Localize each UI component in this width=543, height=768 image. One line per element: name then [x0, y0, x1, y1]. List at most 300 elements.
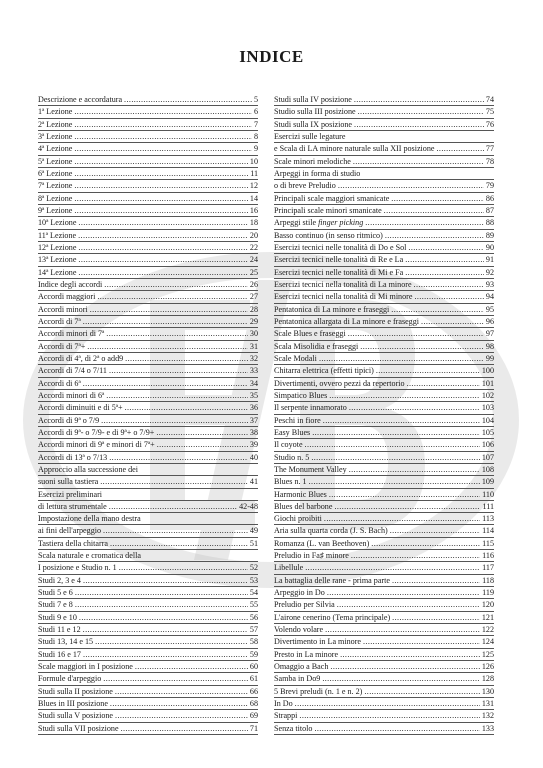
dot-leader	[104, 279, 248, 290]
entry-page-number: 53	[249, 575, 258, 585]
entry-title: Esercizi sulle legature	[274, 131, 346, 141]
entry-title: Blues n. 1	[274, 477, 307, 487]
entry-title: Scale Modali	[274, 353, 317, 363]
entry-title: Pentatonica di La minore e fraseggi	[274, 304, 390, 314]
entry-title: Studi 11 e 12	[38, 625, 81, 635]
entry-page-number: 74	[485, 95, 494, 104]
entry-title: Studio n. 5	[274, 452, 310, 462]
entry-title: Tastiera della chitarra	[38, 538, 108, 548]
entry-page-number: 60	[249, 662, 258, 672]
entry-title: Accordi di 9ª o 7/9	[38, 415, 100, 425]
entry-title: Studi 7 e 8	[38, 600, 73, 610]
entry-title: Studio sulla III posizione	[274, 107, 356, 117]
entry-page-number: 28	[249, 304, 258, 314]
index-entry	[274, 119, 494, 131]
entry-title: Studi sulla V posizione	[38, 711, 114, 721]
index-column-right	[274, 94, 494, 735]
index-entry	[38, 513, 258, 525]
index-entry	[38, 723, 258, 735]
dot-leader	[349, 464, 480, 475]
dot-leader	[75, 599, 248, 610]
index-entry	[274, 291, 494, 303]
entry-page-number: 51	[249, 538, 258, 548]
index-entry	[38, 168, 258, 180]
dot-leader	[79, 612, 248, 623]
dot-leader	[390, 525, 480, 536]
entry-page-number: 37	[249, 415, 258, 425]
entry-title: Esercizi tecnici nelle tonalità di Do e Sol	[274, 242, 407, 252]
index-entry	[274, 439, 494, 451]
dot-leader	[74, 106, 252, 117]
entry-page-number: 20	[249, 230, 258, 240]
index-entry	[274, 304, 494, 316]
entry-page-number: 116	[482, 551, 494, 561]
entry-page-number: 22	[249, 242, 258, 252]
index-entry	[274, 525, 494, 537]
index-entry	[274, 390, 494, 402]
entry-title: Accordi di 7/4 o 7/11	[38, 366, 107, 376]
entry-page-number: 131	[481, 699, 494, 709]
index-entry	[274, 624, 494, 636]
index-entry	[274, 328, 494, 340]
entry-page-number: 119	[482, 588, 494, 598]
entry-page-number: 94	[485, 292, 494, 302]
entry-title: Scale maggiori in I posizione	[38, 662, 133, 672]
index-entry	[38, 267, 258, 279]
entry-page-number: 9	[253, 144, 258, 154]
index-entry	[274, 316, 494, 328]
dot-leader	[338, 180, 484, 191]
dot-leader	[74, 131, 252, 142]
entry-page-number: 109	[481, 477, 494, 487]
dot-leader	[354, 119, 484, 130]
entry-page-number: 29	[249, 316, 258, 326]
entry-title: Preludio in Fa♯ minore	[274, 551, 349, 561]
entry-page-number: 61	[249, 674, 258, 684]
entry-title: 6ª Lezione	[38, 168, 73, 178]
entry-page-number: 110	[482, 489, 494, 499]
entry-title: Aria sulla quarta corda (J. S. Bach)	[274, 526, 388, 536]
index-entry	[274, 168, 494, 180]
dot-leader	[75, 587, 248, 598]
entry-page-number: 52	[249, 563, 258, 573]
entry-title: Approccio alla successione dei	[38, 464, 139, 474]
dot-leader	[376, 365, 480, 376]
index-entry	[274, 673, 494, 685]
dot-leader	[83, 378, 248, 389]
dot-leader	[421, 316, 484, 327]
entry-title: Accordi di 6ª	[38, 378, 81, 388]
entry-page-number: 121	[481, 612, 494, 622]
dot-leader	[329, 390, 480, 401]
entry-title: Impostazione della mano destra	[38, 514, 141, 524]
dot-leader	[124, 94, 252, 105]
index-entry	[274, 365, 494, 377]
entry-title: Senza titolo	[274, 723, 313, 733]
dot-leader	[348, 328, 484, 339]
dot-leader	[353, 156, 484, 167]
entry-title: Esercizi tecnici nella tonalità di La minore	[274, 279, 412, 289]
index-entry	[38, 291, 258, 303]
entry-page-number: 114	[482, 526, 494, 536]
entry-page-number: 24	[249, 255, 258, 265]
entry-page-number: 90	[485, 242, 494, 252]
entry-title: 13ª Lezione	[38, 255, 77, 265]
entry-title: Scale Blues e fraseggi	[274, 329, 346, 339]
dot-leader	[78, 242, 247, 253]
entry-title: 4ª Lezione	[38, 144, 73, 154]
dot-leader	[305, 439, 480, 450]
index-entry	[38, 575, 258, 587]
dot-leader	[358, 106, 484, 117]
entry-page-number: 100	[481, 366, 494, 376]
entry-title: Harmonic Blues	[274, 489, 327, 499]
dot-leader	[87, 341, 248, 352]
entry-title: L'airone cenerino (Tema principale)	[274, 612, 391, 622]
entry-page-number: 86	[485, 193, 494, 203]
entry-page-number: 132	[481, 711, 494, 721]
index-entry	[274, 427, 494, 439]
entry-page-number: 117	[482, 563, 494, 573]
dot-leader	[78, 230, 248, 241]
index-entry	[38, 587, 258, 599]
index-entry	[38, 180, 258, 192]
index-entry	[274, 649, 494, 661]
entry-page-number: 36	[249, 403, 258, 413]
dot-leader	[83, 316, 248, 327]
dot-leader	[384, 205, 484, 216]
entry-title: Scale minori melodiche	[274, 156, 351, 166]
entry-title: Accordi di 7ª+	[38, 341, 86, 351]
entry-title: Accordi di 4ª, di 2ª o add9	[38, 353, 124, 363]
dot-leader	[299, 710, 479, 721]
index-entry	[38, 624, 258, 636]
dot-leader	[83, 649, 248, 660]
dot-leader	[115, 686, 248, 697]
index-entry	[38, 254, 258, 266]
dot-leader	[311, 452, 480, 463]
index-entry	[274, 599, 494, 611]
dot-leader	[391, 304, 484, 315]
dot-leader	[392, 575, 480, 586]
entry-page-number: 49	[249, 526, 258, 536]
entry-page-number: 124	[481, 637, 494, 647]
entry-page-number: 58	[249, 637, 258, 647]
index-entry	[274, 550, 494, 562]
index-entry	[274, 143, 494, 155]
index-column-left	[38, 94, 258, 735]
index-entry	[38, 649, 258, 661]
index-entry	[274, 476, 494, 488]
dot-leader	[106, 328, 248, 339]
dot-leader	[391, 193, 484, 204]
entry-page-number: 125	[481, 649, 494, 659]
dot-leader	[337, 599, 480, 610]
entry-page-number: 128	[481, 674, 494, 684]
entry-title: 9ª Lezione	[38, 205, 73, 215]
entry-title: Descrizione e accordatura	[38, 95, 123, 104]
entry-title: Studi sulla VII posizione	[38, 723, 119, 733]
entry-page-number: 89	[485, 230, 494, 240]
dot-leader	[385, 230, 484, 241]
dot-leader	[74, 156, 248, 167]
dot-leader	[319, 353, 484, 364]
index-entry	[274, 254, 494, 266]
entry-title: Accordi minori di 6ª	[38, 390, 105, 400]
entry-title: 11ª Lezione	[38, 230, 77, 240]
entry-title: Presto in La minore	[274, 649, 339, 659]
entry-title: Volendo volare	[274, 625, 324, 635]
index-entry	[38, 501, 258, 513]
dot-leader	[74, 193, 248, 204]
dot-leader	[109, 365, 248, 376]
entry-page-number: 34	[249, 378, 258, 388]
entry-page-number: 87	[485, 205, 494, 215]
dot-leader	[109, 501, 237, 512]
entry-title: Esercizi tecnici nella tonalità di Mi minore	[274, 292, 413, 302]
dot-leader	[74, 119, 252, 130]
dot-leader	[78, 217, 247, 228]
dot-leader	[405, 254, 484, 265]
index-entry	[38, 143, 258, 155]
entry-title: Studi 5 e 6	[38, 588, 73, 598]
dot-leader	[125, 353, 248, 364]
entry-title: Studi 16 e 17	[38, 649, 81, 659]
index-entry	[274, 452, 494, 464]
dot-leader	[405, 267, 484, 278]
dot-leader	[305, 562, 480, 573]
dot-leader	[371, 538, 480, 549]
entry-page-number: 96	[485, 316, 494, 326]
index-entry	[274, 661, 494, 673]
dot-leader	[309, 476, 480, 487]
entry-title: Studi 9 e 10	[38, 612, 77, 622]
entry-page-number: 16	[249, 205, 258, 215]
entry-page-number: 35	[249, 390, 258, 400]
entry-title: Il coyote	[274, 440, 303, 450]
entry-page-number: 111	[482, 501, 494, 511]
entry-page-number: 79	[485, 181, 494, 191]
index-entry	[38, 686, 258, 698]
entry-page-number: 68	[249, 699, 258, 709]
dot-leader	[97, 291, 248, 302]
index-entry	[274, 267, 494, 279]
entry-page-number: 98	[485, 341, 494, 351]
entry-page-number: 75	[485, 107, 494, 117]
index-entry	[38, 402, 258, 414]
index-entry	[38, 538, 258, 550]
entry-title: Principali scale maggiori smanicate	[274, 193, 390, 203]
page-title: INDICE	[239, 47, 304, 66]
dot-leader	[109, 452, 248, 463]
entry-title: Blues in III posizione	[38, 699, 108, 709]
entry-title: Arpeggi in forma di studio	[274, 168, 361, 178]
entry-page-number: 12	[249, 181, 258, 191]
dot-leader	[324, 513, 480, 524]
dot-leader	[363, 636, 480, 647]
index-entry	[38, 230, 258, 242]
index-entry	[38, 279, 258, 291]
index-entry	[274, 402, 494, 414]
entry-page-number: 76	[485, 119, 494, 129]
entry-title: 14ª Lezione	[38, 267, 77, 277]
dot-leader	[101, 415, 248, 426]
dot-leader	[100, 476, 248, 487]
entry-page-number: 27	[249, 292, 258, 302]
entry-title: Scala naturale e cromatica della	[38, 551, 141, 561]
index-entry	[38, 673, 258, 685]
entry-page-number: 93	[485, 279, 494, 289]
entry-page-number: 25	[249, 267, 258, 277]
entry-page-number: 32	[249, 353, 258, 363]
index-entry	[38, 365, 258, 377]
index-entry	[38, 205, 258, 217]
entry-page-number: 104	[481, 415, 494, 425]
index-entry	[38, 106, 258, 118]
index-entry	[274, 106, 494, 118]
index-entry	[38, 636, 258, 648]
dot-leader	[322, 673, 480, 684]
dot-leader	[157, 439, 248, 450]
dot-leader	[83, 575, 248, 586]
entry-title: 5 Brevi preludi (n. 1 e n. 2)	[274, 686, 363, 696]
entry-title: Easy Blues	[274, 427, 311, 437]
entry-page-number: 6	[253, 107, 258, 117]
entry-page-number: 77	[485, 144, 494, 154]
entry-page-number: 30	[249, 329, 258, 339]
entry-title: Studi sulla IV posizione	[274, 95, 352, 104]
entry-page-number: 66	[249, 686, 258, 696]
dot-leader	[414, 279, 484, 290]
dot-leader	[90, 304, 248, 315]
dot-leader	[78, 267, 247, 278]
index-entry	[38, 489, 258, 501]
dot-leader	[329, 489, 480, 500]
entry-page-number: 115	[482, 538, 494, 548]
entry-title: The Monument Valley	[274, 464, 347, 474]
dot-leader	[74, 205, 248, 216]
entry-page-number: 14	[249, 193, 258, 203]
index-entry	[38, 94, 258, 106]
dot-leader	[354, 94, 484, 105]
dot-leader	[436, 143, 483, 154]
index-entry	[274, 217, 494, 229]
entry-page-number: 40	[249, 452, 258, 462]
dot-leader	[156, 427, 248, 438]
entry-title: Giochi proibiti	[274, 514, 322, 524]
dot-leader	[110, 538, 248, 549]
index-entry	[274, 698, 494, 710]
dot-leader	[408, 242, 484, 253]
dot-leader	[121, 723, 248, 734]
entry-title: Chitarra elettrica (effetti tipici)	[274, 366, 374, 376]
index-entry	[38, 378, 258, 390]
dot-leader	[392, 612, 480, 623]
index-entry	[274, 193, 494, 205]
entry-page-number: 31	[249, 341, 258, 351]
dot-leader	[78, 254, 247, 265]
entry-page-number: 18	[249, 218, 258, 228]
entry-page-number: 41	[249, 477, 258, 487]
dot-leader	[135, 661, 248, 672]
dot-leader	[323, 415, 480, 426]
dot-leader	[407, 378, 480, 389]
entry-page-number: 88	[485, 218, 494, 228]
index-entry	[38, 156, 258, 168]
entry-page-number: 133	[481, 723, 494, 733]
entry-title: 8ª Lezione	[38, 193, 73, 203]
entry-page-number: 26	[249, 279, 258, 289]
index-entry	[38, 341, 258, 353]
index-entry	[38, 710, 258, 722]
entry-page-number: 57	[249, 625, 258, 635]
entry-title: Indice degli accordi	[38, 279, 103, 289]
entry-title: di lettura strumentale	[38, 501, 107, 511]
index-entry	[274, 612, 494, 624]
index-entry	[274, 489, 494, 501]
entry-title: Esercizi preliminari	[38, 489, 103, 499]
index-entry	[274, 94, 494, 106]
dot-leader	[414, 291, 483, 302]
entry-title: Accordi maggiori	[38, 292, 96, 302]
dot-leader	[103, 525, 248, 536]
entry-page-number: 8	[253, 131, 258, 141]
entry-title: Studi 2, 3 e 4	[38, 575, 81, 585]
entry-title: 3ª Lezione	[38, 131, 73, 141]
entry-title: ai fini dell'arpeggio	[38, 526, 102, 536]
entry-title: Accordi minori di 7ª	[38, 329, 105, 339]
entry-page-number: 59	[249, 649, 258, 659]
index-entry	[274, 562, 494, 574]
entry-page-number: 113	[482, 514, 494, 524]
entry-title: Esercizi tecnici nelle tonalità di Mi e Fa	[274, 267, 404, 277]
entry-title: suoni sulla tastiera	[38, 477, 99, 487]
entry-title: 1ª Lezione	[38, 107, 73, 117]
dot-leader	[360, 341, 484, 352]
index-entry	[38, 353, 258, 365]
index-entry	[274, 341, 494, 353]
index-entry	[38, 415, 258, 427]
entry-title: Arpeggio in Do	[274, 588, 325, 598]
entry-page-number: 105	[481, 427, 494, 437]
entry-title: Principali scale minori smanicate	[274, 205, 382, 215]
dot-leader	[95, 636, 248, 647]
entry-title: In Do	[274, 699, 293, 709]
entry-title: Simpatico Blues	[274, 390, 328, 400]
index-entry	[38, 452, 258, 464]
index-entry	[38, 304, 258, 316]
dot-leader	[119, 562, 248, 573]
entry-page-number: 97	[485, 329, 494, 339]
entry-page-number: 102	[481, 390, 494, 400]
entry-title: Esercizi tecnici nelle tonalità di Re e La	[274, 255, 404, 265]
entry-title: Accordi di 13ª o 7/13	[38, 452, 108, 462]
index-entry	[274, 464, 494, 476]
entry-title: Divertimenti, ovvero pezzi da repertorio	[274, 378, 405, 388]
entry-page-number: 101	[481, 378, 494, 388]
dot-leader	[115, 710, 248, 721]
entry-title: 12ª Lezione	[38, 242, 77, 252]
index-entry	[38, 562, 258, 574]
entry-title: Il serpente innamorato	[274, 403, 347, 413]
index-entry	[38, 599, 258, 611]
entry-page-number: 10	[249, 156, 258, 166]
dot-leader	[340, 649, 480, 660]
index-entry	[274, 710, 494, 722]
index-entry	[274, 587, 494, 599]
entry-page-number: 69	[249, 711, 258, 721]
entry-title: 7ª Lezione	[38, 181, 73, 191]
